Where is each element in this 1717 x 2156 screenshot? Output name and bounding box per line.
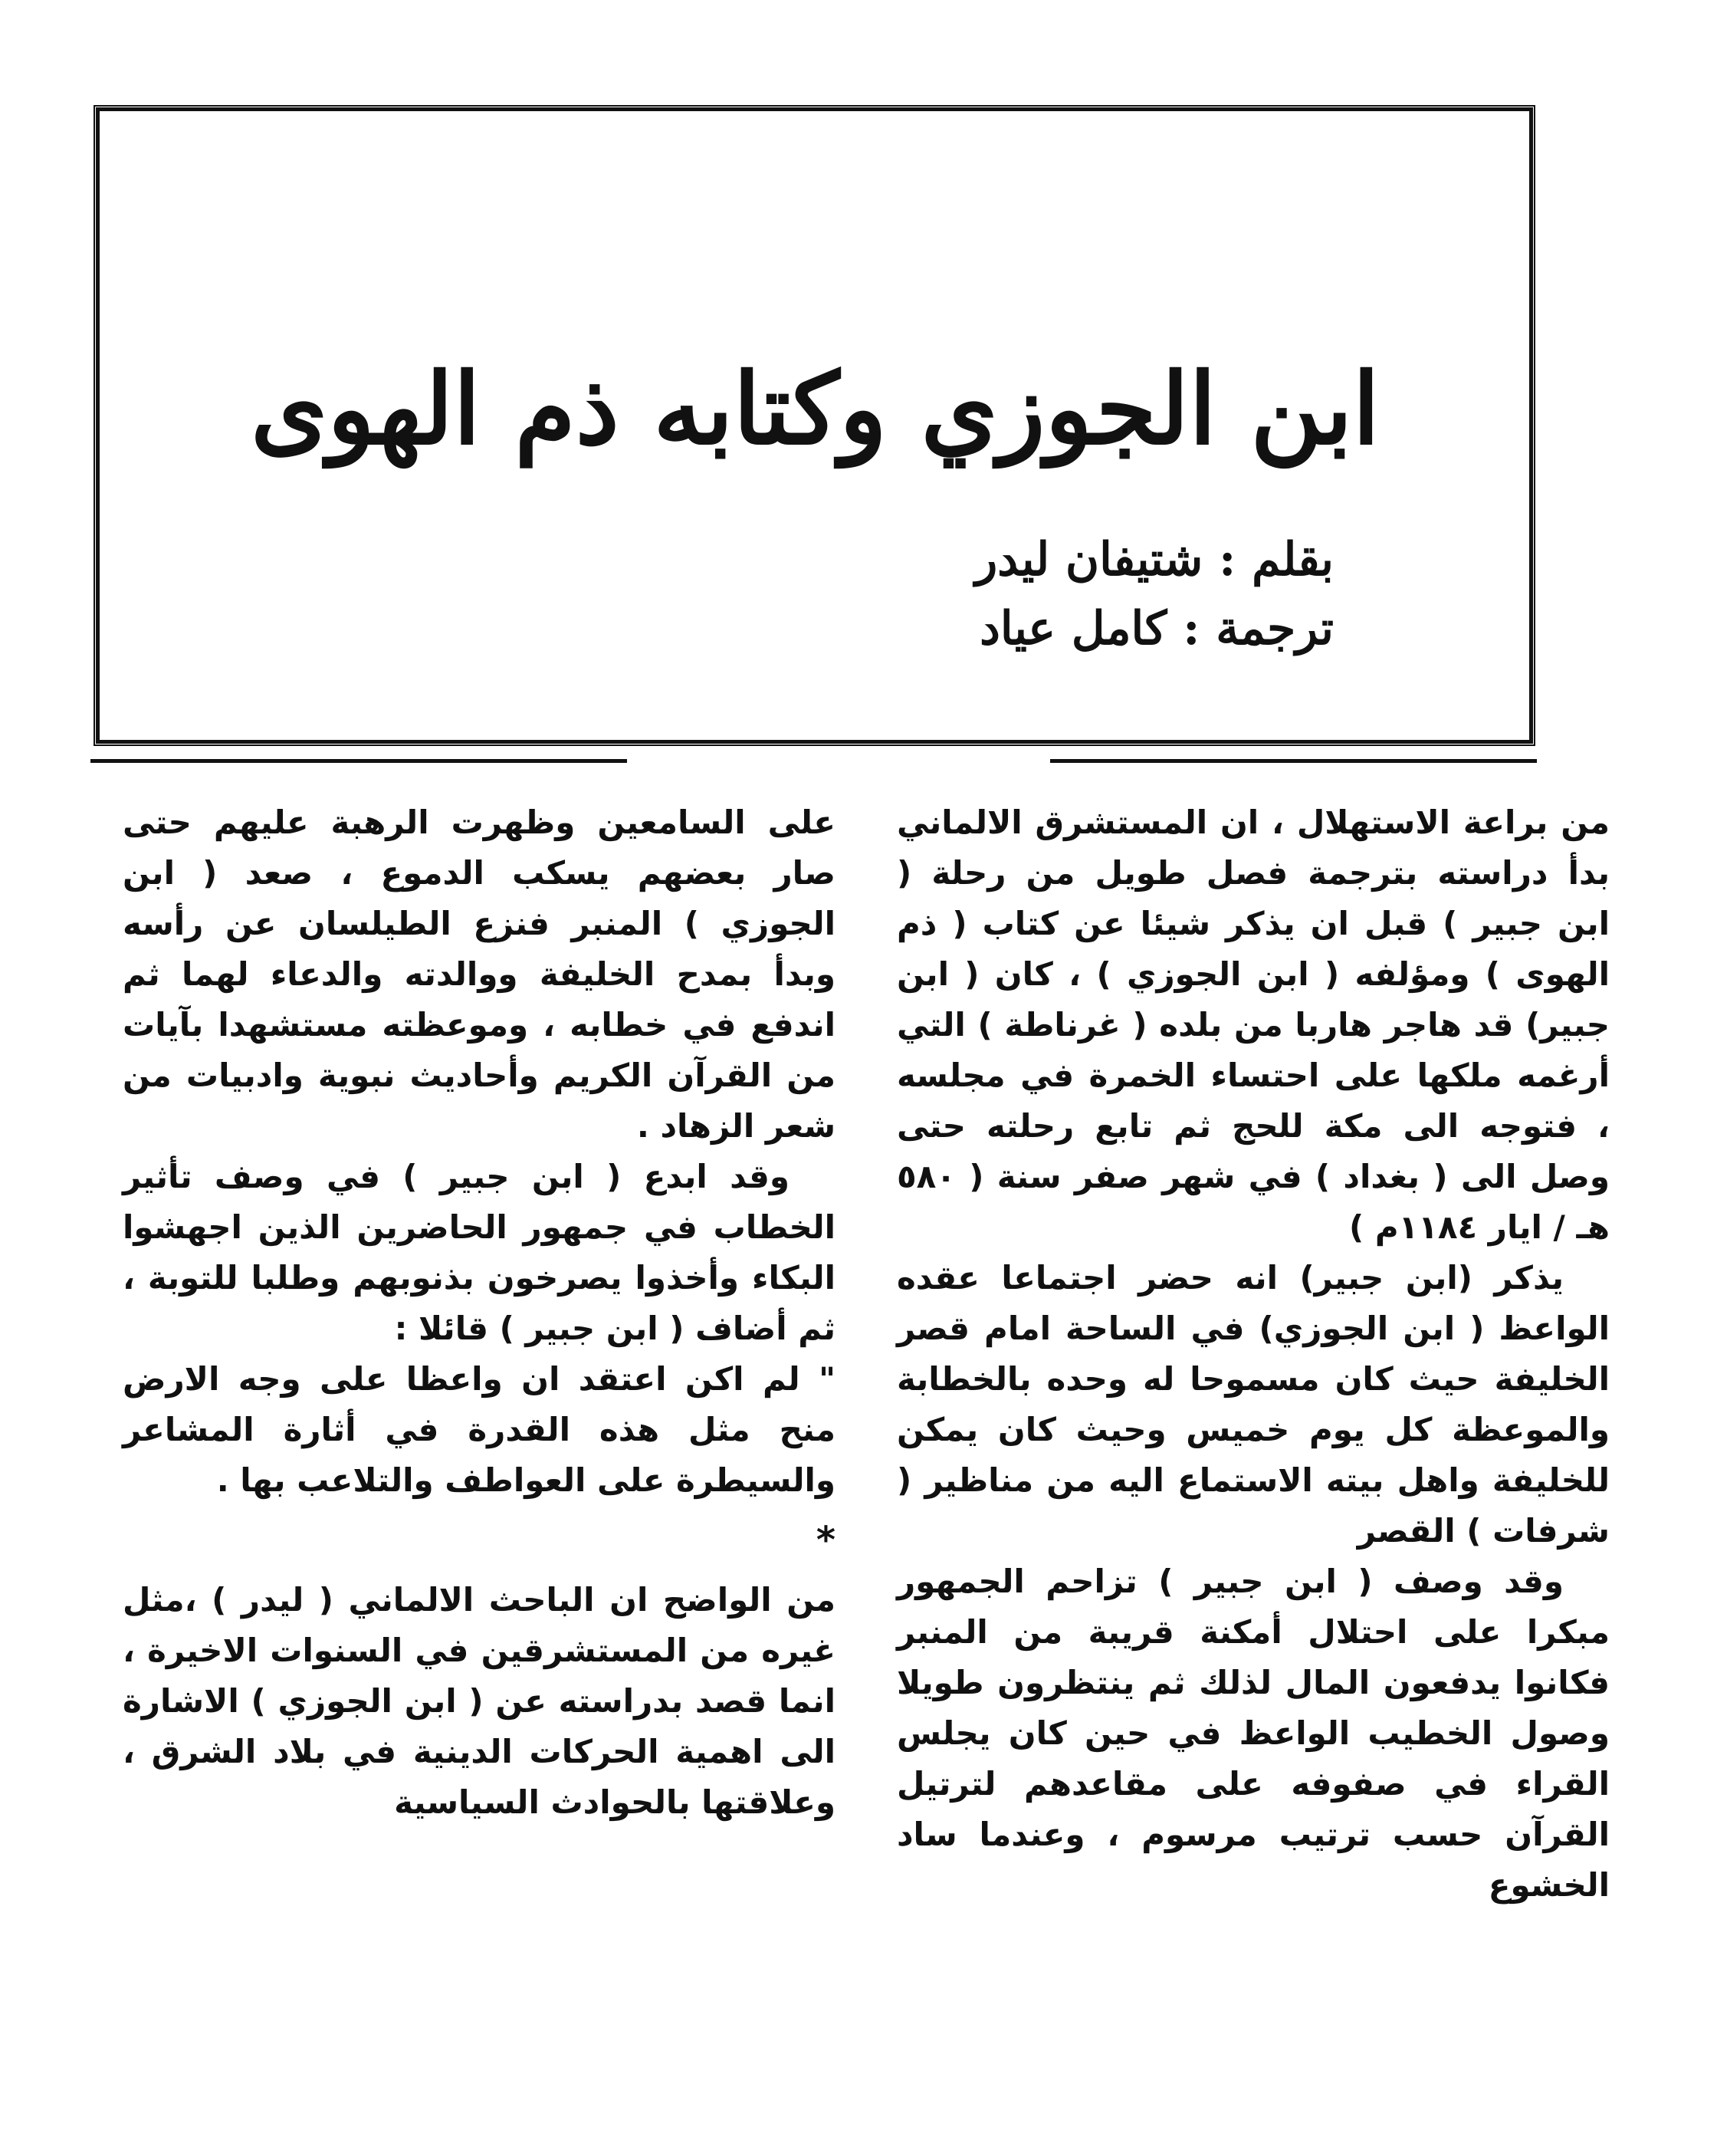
text-column-right	[897, 797, 1610, 1911]
divider-rule-right-column	[1050, 759, 1537, 763]
quotation: " لم اكن اعتقد ان واعظا على وجه الارض منح مثل هذه القدرة في أثارة المشاعر والسيطرة على العواطف والتلاعب بها .	[123, 1360, 836, 1499]
paragraph: من براعة الاستهلال ، ان المستشرق الالماني بدأ دراسته بترجمة فصل طويل من رحلة ( ابن جبير ) قبل ان يذكر شيئا عن كتاب ( ذم الهوى ) ومؤلفه ( ابن الجوزي ) ، كان ( ابن جبير) قد هاجر هاربا من بلده ( غرناطة ) التي أرغمه ملكها على احتساء الخمرة في مجلسه ، فتوجه الى مكة للحج ثم تابع رحلته حتى وصل الى ( بغداد ) في شهر صفر سنة ( ٥٨٠ هـ / ايار ١١٨٤م )	[897, 804, 1610, 1246]
paragraph: وقد ابدع ( ابن جبير ) في وصف تأثير الخطاب في جمهور الحاضرين الذين اجهشوا البكاء وأخذوا يصرخون بذنوبهم وطلبا للتوبة ، ثم أضاف ( ابن جبير ) قائلا :	[123, 1158, 836, 1347]
paragraph: يذكر (ابن جبير) انه حضر اجتماعا عقده الواعظ ( ابن الجوزي) في الساحة امام قصر الخليفة حيث كان مسموحا له وحده بالخطابة والموعظة كل يوم خميس وحيث كان يمكن للخليفة واهل بيته الاستماع اليه من مناظير ( شرفات ) القصر	[897, 1259, 1610, 1550]
paragraph: وقد وصف ( ابن جبير ) تزاحم الجمهور مبكرا على احتلال أمكنة قريبة من المنبر فكانوا يدفعون المال لذلك ثم ينتظرون طويلا وصول الخطيب الواعظ في حين كان يجلس القراء في صفوفه على مقاعدهم لترتيل القرآن حسب ترتيب مرسوم ، وعندما ساد الخشوع	[897, 1563, 1610, 1904]
article-title: ابن الجوزي وكتابه ذم الهوى	[251, 352, 1380, 467]
divider-rule-left-column	[90, 759, 627, 763]
paragraph: من الواضح ان الباحث الالماني ( ليدر ) ،مثل غيره من المستشرقين في السنوات الاخيرة ، انما قصد بدراسته عن ( ابن الجوزي ) الاشارة الى اهمية الحركات الدينية في بلاد الشرق ، وعلاقتها بالحوادث السياسية	[123, 1581, 836, 1821]
translator-byline: ترجمة : كامل عياد	[980, 602, 1334, 656]
author-byline: بقلم : شتيفان ليدر	[975, 533, 1334, 587]
section-separator: *	[816, 1519, 836, 1562]
text-column-left	[123, 797, 836, 1828]
paragraph: على السامعين وظهرت الرهبة عليهم حتى صار بعضهم يسكب الدموع ، صعد ( ابن الجوزي ) المنبر فنزع الطيلسان عن رأسه وبدأ بمدح الخليفة ووالدته والدعاء لهما ثم اندفع في خطابه ، وموعظته مستشهدا بآيات من القرآن الكريم وأحاديث نبوية وادبيات من شعر الزهاد .	[123, 804, 836, 1145]
